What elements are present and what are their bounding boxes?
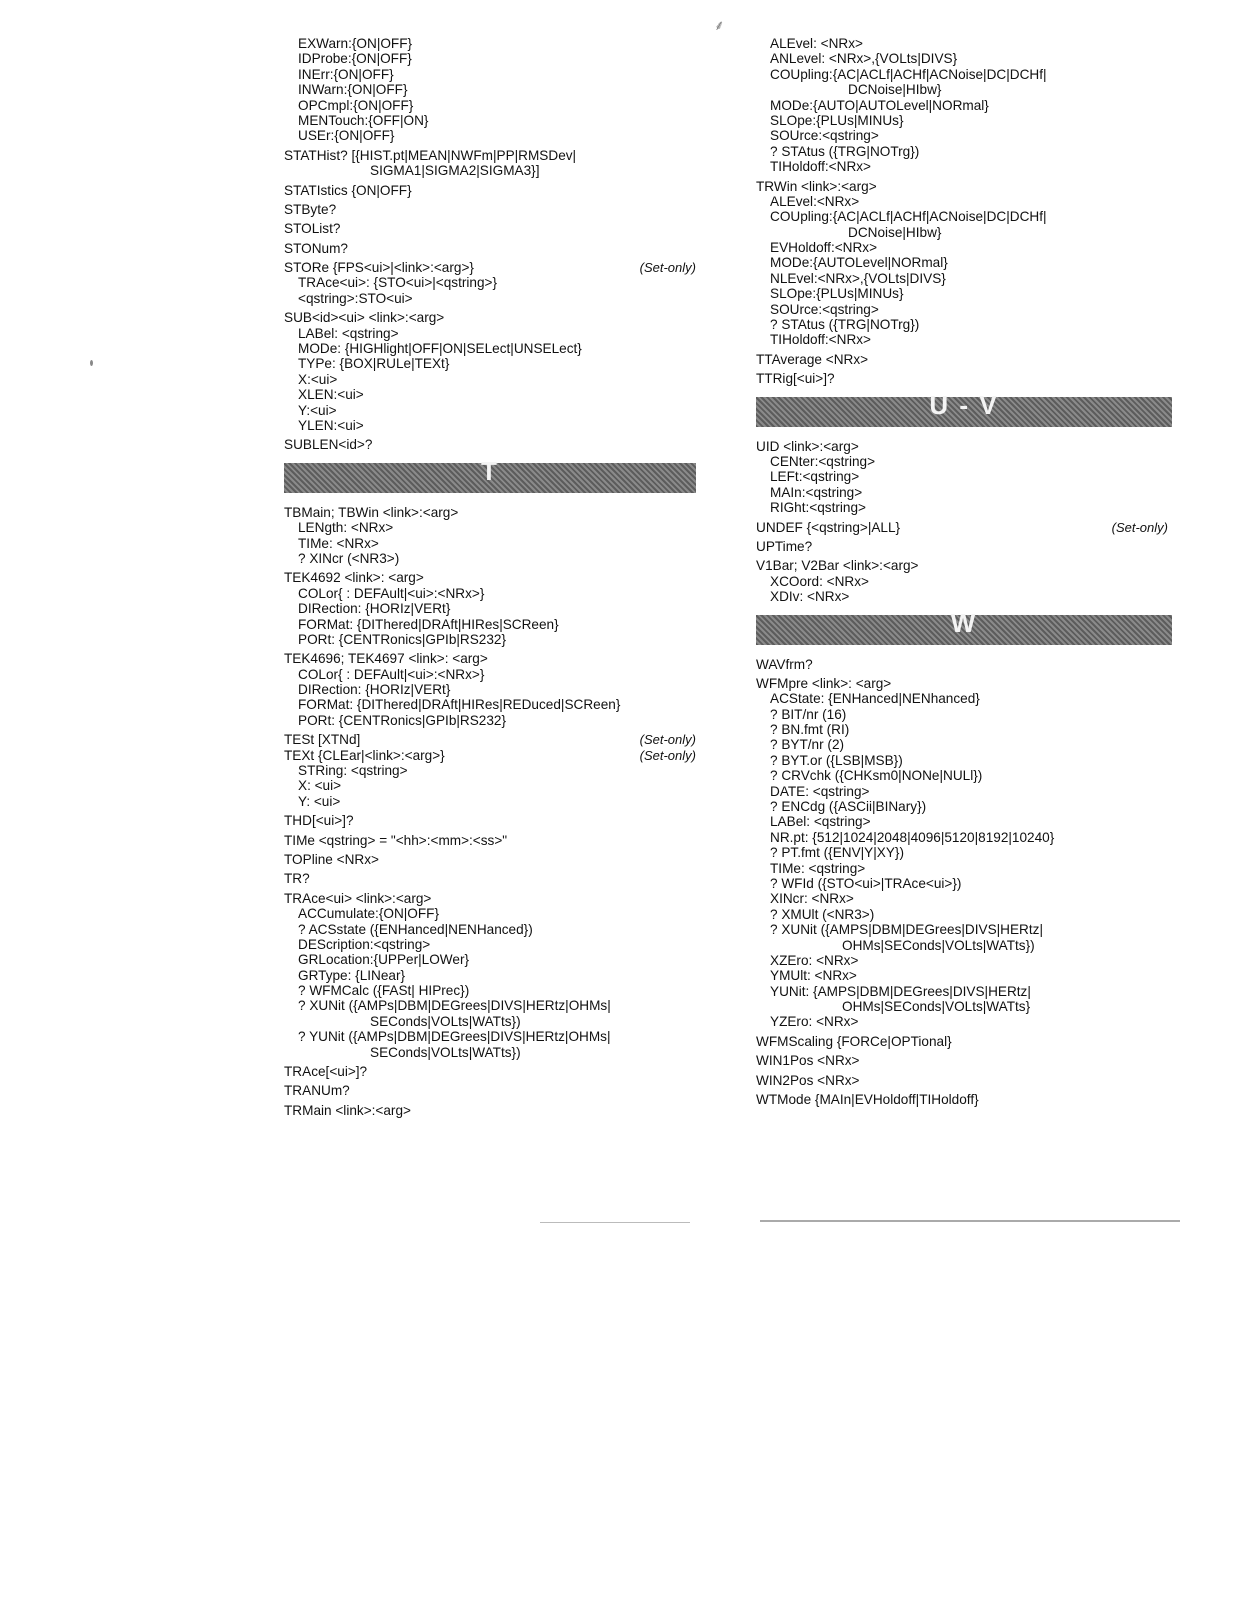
command-subentry [756, 968, 1176, 983]
command-subentry [284, 906, 704, 921]
command-syntax: TIMe: <qstring> [770, 860, 866, 876]
command-syntax: LABel: <qstring> [770, 814, 871, 830]
command-syntax: XLEN:<ui> [298, 387, 364, 403]
command-syntax: COUpling:{AC|ACLf|ACHf|ACNoise|DC|DCHf| [770, 209, 1047, 225]
command-subentry [756, 907, 1176, 922]
command-entry [284, 1083, 704, 1098]
command-syntax: STORe {FPS<ui>|<link>:<arg>} [284, 260, 474, 276]
command-syntax: SUBLEN<id>? [284, 437, 373, 453]
command-subentry [284, 1014, 704, 1029]
command-subentry [284, 520, 704, 535]
command-entry [756, 352, 1176, 367]
command-syntax: INWarn:{ON|OFF} [298, 82, 408, 98]
command-entry [756, 520, 1176, 535]
command-syntax: YZEro: <NRx> [770, 1014, 859, 1030]
command-entry [284, 241, 704, 256]
command-syntax: WAVfrm? [756, 656, 813, 672]
command-entry [284, 148, 704, 163]
command-syntax: DIRection: {HORIz|VERt} [298, 682, 451, 698]
command-syntax: TRAce[<ui>]? [284, 1064, 368, 1080]
command-syntax: EXWarn:{ON|OFF} [298, 36, 413, 51]
command-syntax: ? BYT/nr (2) [770, 737, 845, 753]
command-entry [284, 813, 704, 828]
command-subentry [756, 845, 1176, 860]
command-syntax: ACCumulate:{ON|OFF} [298, 906, 440, 922]
command-entry [284, 202, 704, 217]
command-subentry [756, 454, 1176, 469]
command-syntax: SUB<id><ui> <link>:<arg> [284, 310, 445, 326]
command-syntax: TBMain; TBWin <link>:<arg> [284, 504, 459, 520]
command-subentry [284, 667, 704, 682]
command-syntax: COLor{ : DEFAult|<ui>:<NRx>} [298, 666, 485, 682]
command-subentry [756, 722, 1176, 737]
command-subentry [756, 209, 1176, 224]
command-syntax: DATE: <qstring> [770, 783, 870, 799]
command-syntax: DEScription:<qstring> [298, 936, 431, 952]
command-subentry [284, 372, 704, 387]
command-syntax: SOUrce:<qstring> [770, 128, 879, 144]
command-subentry [756, 332, 1176, 347]
command-syntax: SLOpe:{PLUs|MINUs} [770, 112, 904, 128]
command-subentry [756, 784, 1176, 799]
command-subentry [284, 1029, 704, 1044]
command-subentry [284, 551, 704, 566]
command-subentry [756, 194, 1176, 209]
command-subentry [756, 485, 1176, 500]
command-subentry [756, 984, 1176, 999]
command-syntax: STONum? [284, 240, 348, 256]
command-syntax: ACState: {ENHanced|NENhanced} [770, 691, 980, 707]
command-entry [756, 439, 1176, 454]
command-subentry [756, 271, 1176, 286]
command-entry [284, 651, 704, 666]
command-subentry [756, 953, 1176, 968]
command-syntax: SEConds|VOLts|WATts}) [370, 1044, 521, 1060]
command-syntax: WFMScaling {FORCe|OPTional} [756, 1033, 952, 1049]
command-entry [284, 260, 704, 275]
command-subentry [756, 938, 1176, 953]
command-entry [756, 539, 1176, 554]
command-subentry [284, 713, 704, 728]
command-subentry [284, 601, 704, 616]
command-syntax: ? XMUlt (<NR3>) [770, 906, 875, 922]
command-syntax: FORMat: {DIThered|DRAft|HIRes|SCReen} [298, 616, 559, 632]
command-subentry [284, 36, 704, 51]
section-letter: W [950, 607, 978, 638]
command-subentry [756, 67, 1176, 82]
command-subentry [756, 500, 1176, 515]
command-entry [284, 732, 704, 747]
command-subentry [284, 968, 704, 983]
command-syntax: TRWin <link>:<arg> [756, 178, 877, 194]
command-entry [284, 748, 704, 763]
command-subentry [756, 159, 1176, 174]
command-syntax: NLEvel:<NRx>,{VOLts|DIVS} [770, 270, 946, 286]
command-syntax: ? XINcr (<NR3>) [298, 550, 400, 566]
command-subentry [756, 36, 1176, 51]
command-subentry [756, 737, 1176, 752]
command-subentry [756, 799, 1176, 814]
set-only-note: (Set-only) [1111, 519, 1168, 535]
left-command-column [284, 36, 704, 1118]
command-subentry [756, 1014, 1176, 1029]
command-syntax: WTMode {MAIn|EVHoldoff|TIHoldoff} [756, 1092, 979, 1108]
command-entry [756, 1092, 1176, 1107]
command-syntax: XZEro: <NRx> [770, 952, 859, 968]
command-syntax: MODe: {HIGHlight|OFF|ON|SELect|UNSELect} [298, 341, 582, 357]
command-syntax: YMUlt: <NRx> [770, 968, 857, 984]
set-only-note: (Set-only) [639, 732, 696, 748]
command-syntax: ? PT.fmt ({ENV|Y|XY}) [770, 845, 904, 861]
command-syntax: TESt [XTNd] [284, 732, 361, 748]
command-syntax: UPTime? [756, 538, 813, 554]
command-subentry [284, 418, 704, 433]
command-subentry [756, 814, 1176, 829]
command-syntax: STATIstics {ON|OFF} [284, 182, 412, 198]
command-subentry [756, 753, 1176, 768]
command-subentry [756, 286, 1176, 301]
command-subentry [284, 632, 704, 647]
command-syntax: EVHoldoff:<NRx> [770, 240, 878, 256]
command-syntax: PORt: {CENTRonics|GPIb|RS232} [298, 631, 507, 647]
command-entry [756, 558, 1176, 573]
command-syntax: TRMain <link>:<arg> [284, 1102, 411, 1118]
command-subentry [756, 768, 1176, 783]
command-syntax: LEFt:<qstring> [770, 469, 860, 485]
command-subentry [756, 317, 1176, 332]
command-subentry [284, 341, 704, 356]
command-syntax: TIMe: <NRx> [298, 535, 379, 551]
command-syntax: GRType: {LINear} [298, 967, 406, 983]
scan-speck [90, 360, 93, 366]
command-subentry [756, 51, 1176, 66]
command-entry [756, 1053, 1176, 1068]
command-subentry [756, 861, 1176, 876]
command-subentry [756, 255, 1176, 270]
command-subentry [756, 225, 1176, 240]
command-subentry [284, 291, 704, 306]
command-syntax: Y:<ui> [298, 402, 337, 418]
command-entry [284, 221, 704, 236]
command-syntax: DIRection: {HORIz|VERt} [298, 601, 451, 617]
command-subentry [284, 617, 704, 632]
command-subentry [284, 952, 704, 967]
command-syntax: LABel: <qstring> [298, 325, 399, 341]
command-subentry [756, 691, 1176, 706]
command-entry [284, 437, 704, 452]
command-syntax: COLor{ : DEFAult|<ui>:<NRx>} [298, 585, 485, 601]
command-syntax: ? STAtus ({TRG|NOTrg}) [770, 317, 920, 333]
scan-fold-line [540, 1222, 690, 1223]
command-syntax: MODe:{AUTOLevel|NORmal} [770, 255, 948, 271]
command-syntax: TTAverage <NRx> [756, 351, 869, 367]
command-subentry [284, 778, 704, 793]
command-syntax: OHMs|SEConds|VOLts|WATts}) [842, 937, 1035, 953]
command-syntax: XDIv: <NRx> [770, 589, 850, 605]
command-subentry [756, 469, 1176, 484]
command-syntax: TOPline <NRx> [284, 851, 379, 867]
command-entry [284, 183, 704, 198]
command-subentry [756, 144, 1176, 159]
command-syntax: YUNit: {AMPS|DBM|DEGrees|DIVS|HERtz| [770, 983, 1031, 999]
command-syntax: STRing: <qstring> [298, 763, 408, 779]
command-subentry [756, 98, 1176, 113]
command-syntax: TEK4696; TEK4697 <link>: <arg> [284, 651, 488, 667]
command-syntax: ? BIT/nr (16) [770, 706, 847, 722]
section-header [756, 607, 1172, 645]
command-subentry [284, 67, 704, 82]
command-syntax: XINcr: <NRx> [770, 891, 854, 907]
command-syntax: ? STAtus ({TRG|NOTrg}) [770, 143, 920, 159]
scan-mark: ⸙ [714, 17, 725, 33]
section-letter: T [481, 455, 499, 486]
command-syntax: ANLevel: <NRx>,{VOLts|DIVS} [770, 51, 958, 67]
command-subentry [284, 113, 704, 128]
command-subentry [756, 999, 1176, 1014]
command-subentry [284, 697, 704, 712]
command-syntax: WFMpre <link>: <arg> [756, 675, 892, 691]
command-syntax: TYPe: {BOX|RULe|TEXt} [298, 356, 450, 372]
command-entry [284, 1103, 704, 1118]
command-entry [756, 1034, 1176, 1049]
command-subentry [284, 794, 704, 809]
command-syntax: FORMat: {DIThered|DRAft|HIRes|REDuced|SCReen} [298, 697, 621, 713]
command-syntax: THD[<ui>]? [284, 813, 354, 829]
command-subentry [756, 574, 1176, 589]
command-syntax: SEConds|VOLts|WATts}) [370, 1013, 521, 1029]
command-syntax: TEK4692 <link>: <arg> [284, 570, 424, 586]
command-syntax: CENter:<qstring> [770, 453, 876, 469]
command-syntax: X:<ui> [298, 371, 338, 387]
command-syntax: STATHist? [{HIST.pt|MEAN|NWFm|PP|RMSDev| [284, 147, 577, 163]
command-syntax: IDProbe:{ON|OFF} [298, 51, 412, 67]
command-syntax: PORt: {CENTRonics|GPIb|RS232} [298, 712, 507, 728]
command-syntax: NR.pt: {512|1024|2048|4096|5120|8192|10240} [770, 829, 1055, 845]
set-only-note: (Set-only) [639, 747, 696, 763]
command-syntax: TR? [284, 871, 310, 887]
section-header [284, 455, 696, 493]
command-syntax: XCOord: <NRx> [770, 573, 869, 589]
command-entry [284, 570, 704, 585]
command-subentry [756, 302, 1176, 317]
command-subentry [284, 51, 704, 66]
command-subentry [756, 891, 1176, 906]
command-syntax: ? XUNit ({AMPs|DBM|DEGrees|DIVS|HERtz|OHMs| [298, 998, 611, 1014]
command-syntax: ? BYT.or ({LSB|MSB}) [770, 752, 903, 768]
command-syntax: USEr:{ON|OFF} [298, 128, 395, 144]
command-subentry [284, 922, 704, 937]
command-syntax: MODe:{AUTO|AUTOLevel|NORmal} [770, 97, 989, 113]
command-syntax: DCNoise|HIbw} [848, 82, 942, 98]
command-syntax: YLEN:<ui> [298, 417, 364, 433]
command-syntax: ALEvel: <NRx> [770, 36, 863, 51]
right-command-column [756, 36, 1176, 1107]
command-subentry [284, 98, 704, 113]
command-entry [756, 1073, 1176, 1088]
command-entry [284, 852, 704, 867]
command-syntax: TIHoldoff:<NRx> [770, 332, 871, 348]
command-syntax: SIGMA1|SIGMA2|SIGMA3}] [370, 163, 540, 179]
command-entry [756, 676, 1176, 691]
command-subentry [284, 1045, 704, 1060]
command-subentry [756, 922, 1176, 937]
command-subentry [284, 128, 704, 143]
command-syntax: LENgth: <NRx> [298, 520, 394, 536]
command-entry [284, 505, 704, 520]
command-subentry [284, 763, 704, 778]
section-header [756, 389, 1172, 427]
command-syntax: ? YUNit ({AMPs|DBM|DEGrees|DIVS|HERtz|OHMs| [298, 1029, 611, 1045]
command-syntax: ? CRVchk ({CHKsm0|NONe|NULl}) [770, 768, 983, 784]
command-entry [284, 833, 704, 848]
command-syntax: RIGht:<qstring> [770, 500, 866, 516]
command-syntax: MENTouch:{OFF|ON} [298, 112, 429, 128]
command-subentry [284, 998, 704, 1013]
command-subentry [756, 589, 1176, 604]
command-syntax: COUpling:{AC|ACLf|ACHf|ACNoise|DC|DCHf| [770, 66, 1047, 82]
command-syntax: STByte? [284, 201, 337, 217]
command-subentry [284, 163, 704, 178]
command-syntax: TRAce<ui> <link>:<arg> [284, 890, 432, 906]
command-syntax: GRLocation:{UPPer|LOWer} [298, 952, 470, 968]
command-syntax: ? WFMCalc ({FASt| HIPrec}) [298, 983, 470, 999]
command-subentry [756, 82, 1176, 97]
command-entry [284, 310, 704, 325]
command-subentry [284, 937, 704, 952]
command-entry [284, 1064, 704, 1079]
set-only-note: (Set-only) [639, 260, 696, 276]
command-subentry [284, 536, 704, 551]
command-syntax: ALEvel:<NRx> [770, 193, 860, 209]
command-syntax: OHMs|SEConds|VOLts|WATts} [842, 999, 1031, 1015]
command-syntax: SLOpe:{PLUs|MINUs} [770, 286, 904, 302]
command-subentry [284, 326, 704, 341]
command-syntax: X: <ui> [298, 778, 342, 794]
command-subentry [756, 113, 1176, 128]
command-subentry [756, 830, 1176, 845]
command-syntax: MAIn:<qstring> [770, 484, 863, 500]
command-subentry [284, 82, 704, 97]
command-syntax: TIMe <qstring> = "<hh>:<mm>:<ss>" [284, 832, 508, 848]
command-entry [756, 179, 1176, 194]
command-syntax: TTRig[<ui>]? [756, 371, 835, 387]
command-syntax: TIHoldoff:<NRx> [770, 159, 871, 175]
command-syntax: SOUrce:<qstring> [770, 301, 879, 317]
command-syntax: INErr:{ON|OFF} [298, 66, 394, 82]
command-subentry [756, 876, 1176, 891]
command-syntax: OPCmpl:{ON|OFF} [298, 97, 414, 113]
command-syntax: ? BN.fmt (RI) [770, 722, 850, 738]
command-subentry [756, 240, 1176, 255]
command-syntax: TRANUm? [284, 1083, 350, 1099]
command-syntax: UID <link>:<arg> [756, 438, 859, 454]
scan-fold-line [760, 1220, 1180, 1222]
command-entry [284, 891, 704, 906]
command-entry [756, 371, 1176, 386]
command-syntax: V1Bar; V2Bar <link>:<arg> [756, 558, 919, 574]
section-letter: U - V [929, 389, 999, 420]
command-syntax: TEXt {CLEar|<link>:<arg>} [284, 747, 445, 763]
command-syntax: ? XUNit ({AMPS|DBM|DEGrees|DIVS|HERtz| [770, 922, 1043, 938]
command-subentry [756, 707, 1176, 722]
command-syntax: ? ACSstate ({ENHanced|NENHanced}) [298, 921, 533, 937]
command-syntax: ? ENCdg ({ASCii|BINary}) [770, 799, 927, 815]
command-syntax: TRAce<ui>: {STO<ui>|<qstring>} [298, 275, 498, 291]
command-subentry [284, 387, 704, 402]
command-syntax: DCNoise|HIbw} [848, 224, 942, 240]
command-subentry [284, 682, 704, 697]
command-subentry [284, 275, 704, 290]
command-entry [284, 871, 704, 886]
command-syntax: <qstring>:STO<ui> [298, 290, 413, 306]
command-subentry [284, 586, 704, 601]
command-syntax: STOList? [284, 221, 341, 237]
command-subentry [284, 403, 704, 418]
command-syntax: ? WFId ({STO<ui>|TRAce<ui>}) [770, 875, 962, 891]
command-entry [756, 657, 1176, 672]
command-subentry [756, 128, 1176, 143]
command-subentry [284, 983, 704, 998]
command-syntax: WIN1Pos <NRx> [756, 1053, 860, 1069]
command-subentry [284, 356, 704, 371]
command-syntax: Y: <ui> [298, 793, 341, 809]
command-syntax: WIN2Pos <NRx> [756, 1072, 860, 1088]
command-syntax: UNDEF {<qstring>|ALL} [756, 519, 901, 535]
